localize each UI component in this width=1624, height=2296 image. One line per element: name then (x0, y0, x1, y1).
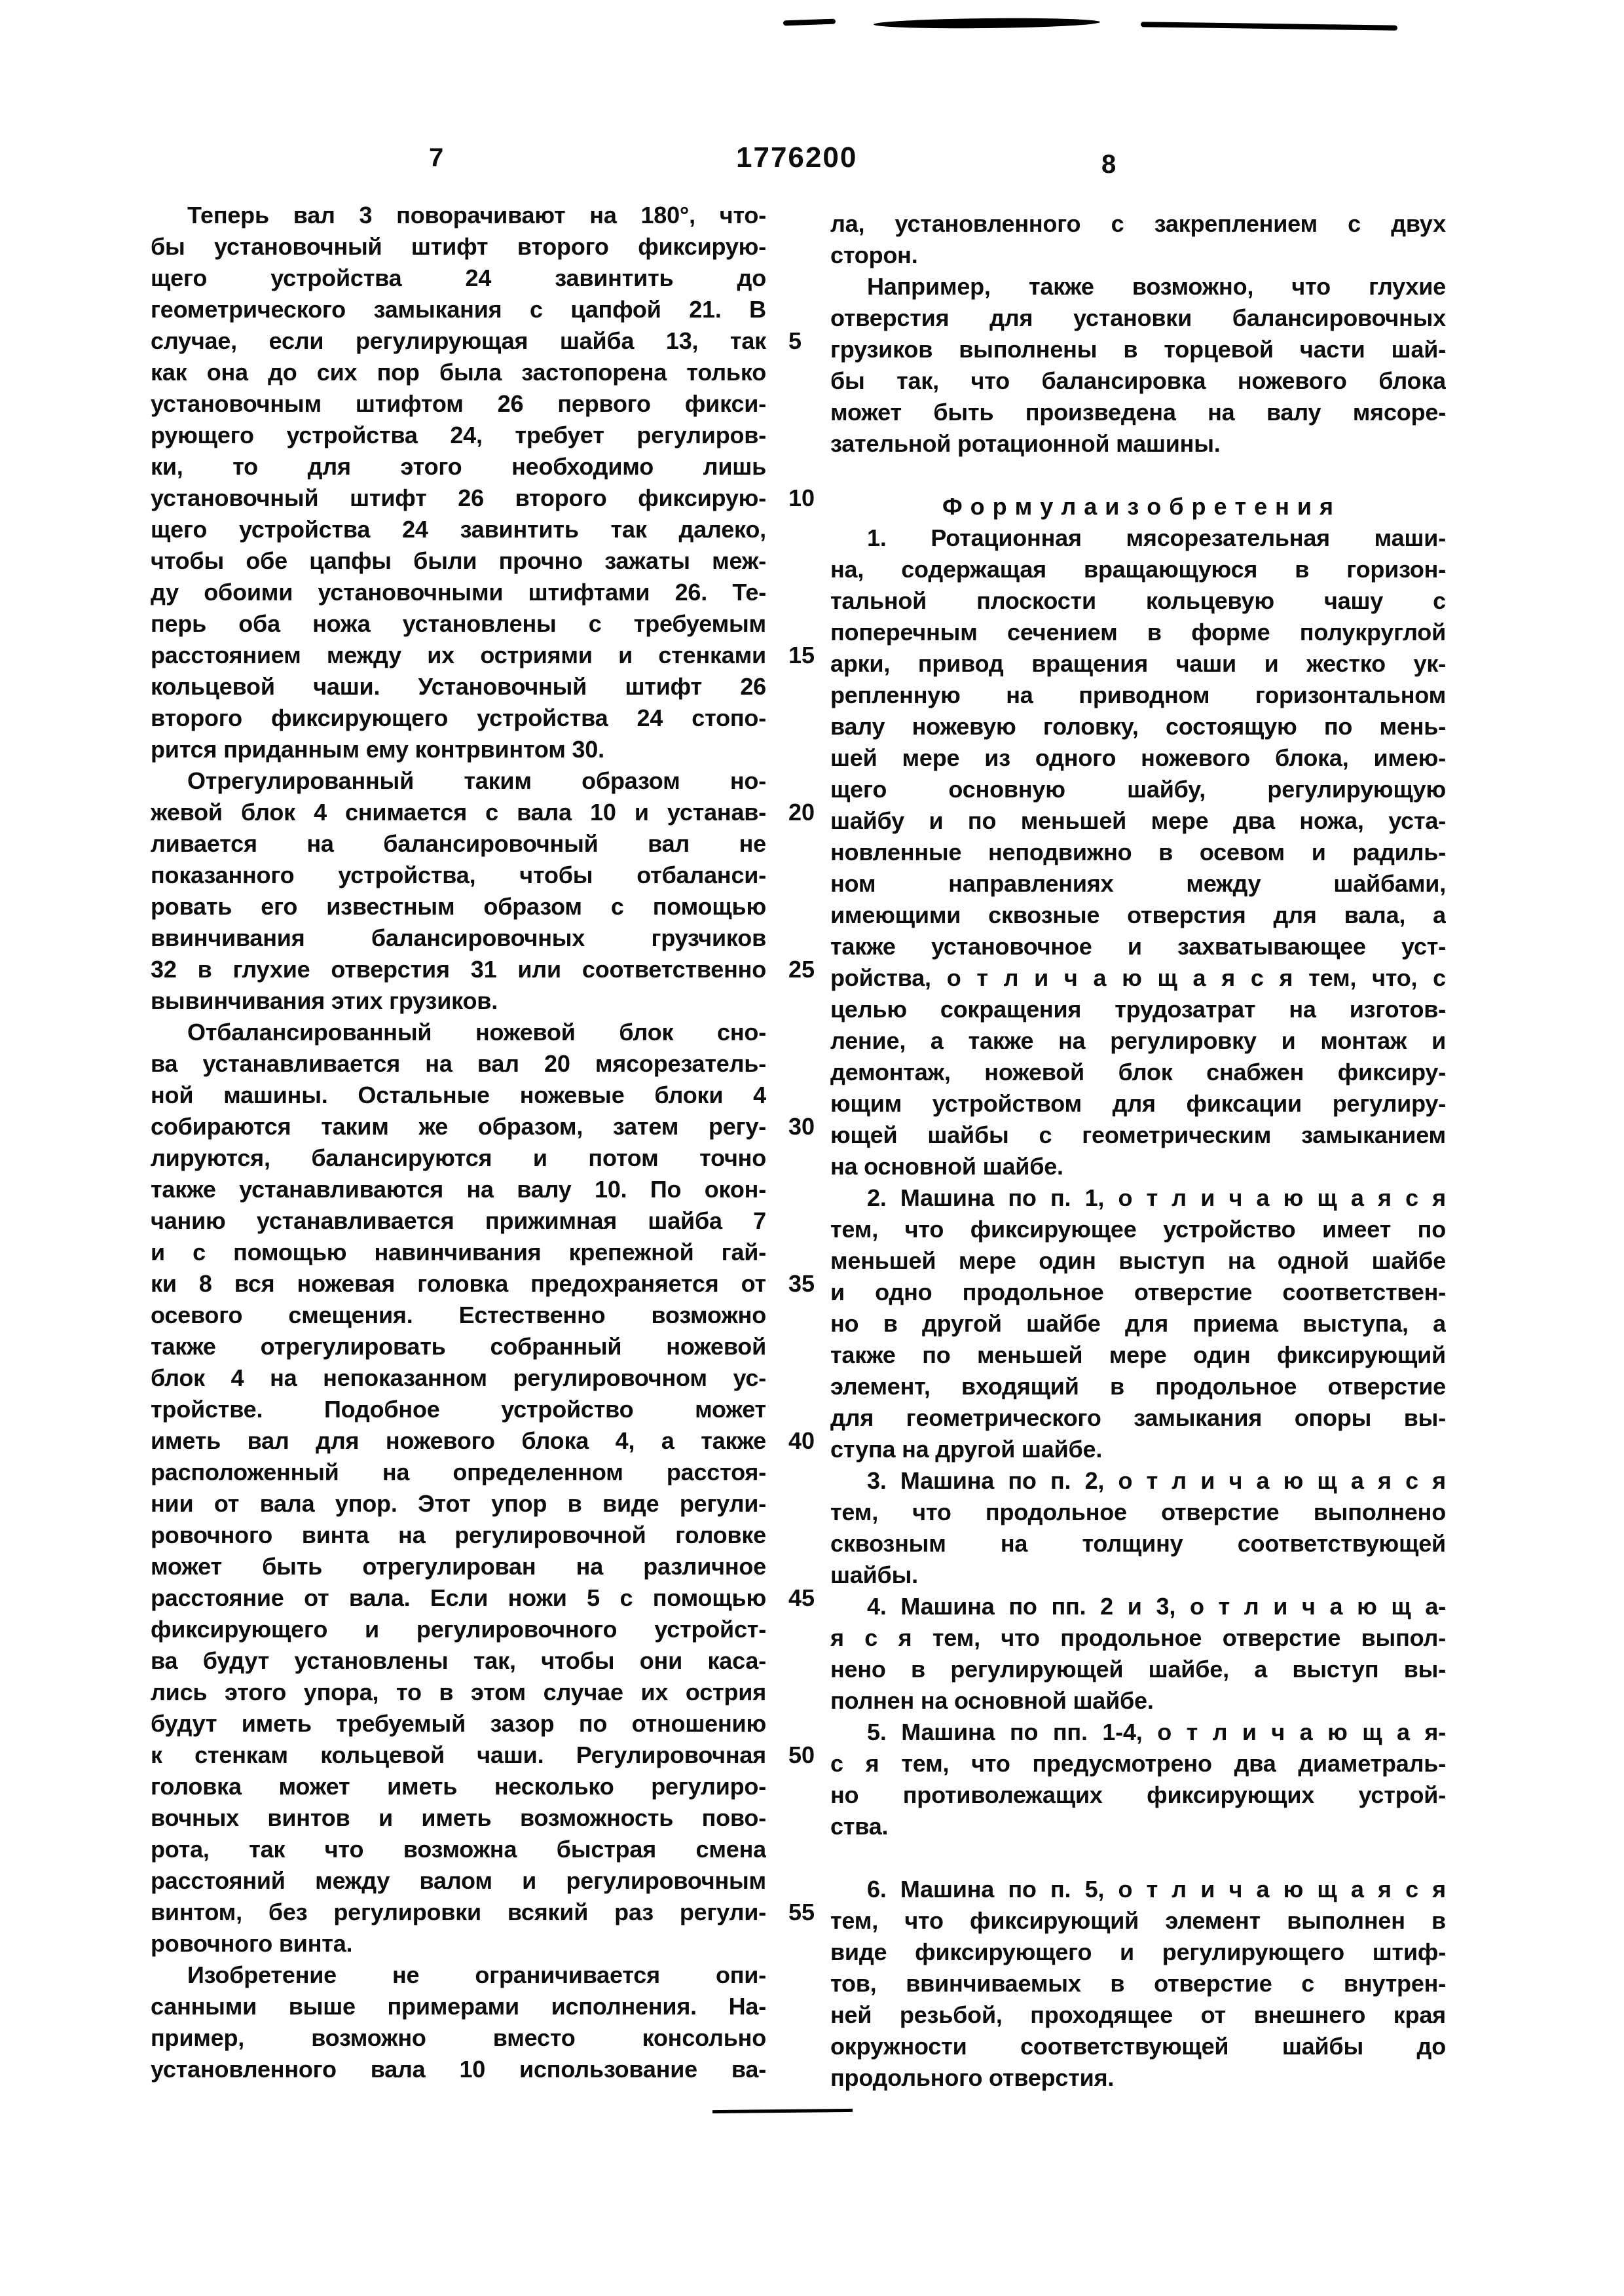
text-line: ной машины. Остальные ножевые блоки 4 (151, 1082, 766, 1108)
text-line: к стенкам кольцевой чаши. Регулировочная (151, 1741, 766, 1768)
gutter-line-number: 55 (788, 1899, 815, 1925)
text-line: расстояние от вала. Если ножи 5 с помощью (151, 1584, 766, 1611)
text-line: рота, так что возможна быстрая смена (151, 1836, 766, 1863)
gutter-line-number: 15 (788, 642, 815, 668)
text-line: и одно продольное отверстие соответствен- (830, 1279, 1446, 1305)
text-line: ва устанавливается на вал 20 мясорезатель- (151, 1050, 766, 1077)
text-line: второго фиксирующего устройства 24 стопо- (151, 704, 766, 731)
page-number-right: 8 (1101, 150, 1116, 179)
text-line: вочных винтов и иметь возможность пово- (151, 1804, 766, 1831)
text-line: жевой блок 4 снимается с вала 10 и устанав- (151, 799, 766, 826)
gutter-line-number: 30 (788, 1113, 815, 1140)
text-line: Отрегулированный таким образом но- (187, 767, 766, 794)
text-line: Ф о р м у л а и з о б р е т е н и я (942, 493, 1335, 520)
text-line: виде фиксирующего и регулирующего штиф- (830, 1939, 1446, 1965)
scan-artifact-streak (874, 17, 1100, 29)
text-line: тем, что фиксирующий элемент выполнен в (830, 1907, 1446, 1934)
text-line: шайбу и по меньшей мере два ножа, уста- (830, 807, 1446, 834)
text-line: пример, возможно вместо консольно (151, 2024, 766, 2051)
text-line: и с помощью навинчивания крепежной гай- (151, 1239, 766, 1266)
text-line: но противолежащих фиксирующих устрой- (830, 1781, 1446, 1808)
text-line: установленного вала 10 использование ва- (151, 2056, 766, 2083)
text-line: Теперь вал 3 поворачивают на 180°, что- (187, 202, 766, 228)
text-line: вывинчивания этих грузиков. (151, 987, 498, 1014)
text-line: геометрического замыкания с цапфой 21. В (151, 296, 766, 323)
text-line: Отбалансированный ножевой блок сно- (187, 1019, 766, 1046)
text-line: имеющими сквозные отверстия для вала, а (830, 902, 1446, 928)
gutter-line-number: 50 (788, 1741, 815, 1768)
text-line: арки, привод вращения чаши и жестко ук- (830, 650, 1446, 677)
text-line: полнен на основной шайбе. (830, 1687, 1154, 1714)
text-line: новленные неподвижно в осевом и радиль- (830, 839, 1446, 866)
text-line: случае, если регулирующая шайба 13, так (151, 327, 766, 354)
text-line: 2. Машина по п. 1, о т л и ч а ю щ а я с я (867, 1184, 1446, 1211)
gutter-line-number: 40 (788, 1427, 815, 1454)
text-line: также по меньшей мере один фиксирующий (830, 1341, 1446, 1368)
text-line: Например, также возможно, что глухие (867, 273, 1446, 300)
text-line: валу ножевую головку, состоящую по мень- (830, 713, 1446, 740)
text-line: установочный штифт 26 второго фиксирую- (151, 484, 766, 511)
text-line: винтом, без регулировки всякий раз регули- (151, 1899, 766, 1925)
text-line: поперечным сечением в форме полукруглой (830, 619, 1446, 646)
gutter-line-number: 25 (788, 956, 815, 983)
text-line: ла, установленного с закреплением с двух (830, 210, 1446, 237)
text-line: чанию устанавливается прижимная шайба 7 (151, 1207, 766, 1234)
text-line: с я тем, что предусмотрено два диаметраль- (830, 1750, 1446, 1777)
text-line: ровочного винта на регулировочной головке (151, 1522, 766, 1548)
text-line: нено в регулирующей шайбе, а выступ вы- (830, 1656, 1446, 1683)
text-line: ление, а также на регулировку и монтаж и (830, 1027, 1446, 1054)
text-line: 5. Машина по пп. 1-4, о т л и ч а ю щ а я- (867, 1719, 1446, 1745)
text-line: ном направлениях между шайбами, (830, 870, 1446, 897)
text-line: может быть произведена на валу мясоре- (830, 399, 1446, 426)
text-line: я с я тем, что продольное отверстие выпол- (830, 1624, 1446, 1651)
gutter-line-number: 35 (788, 1270, 815, 1297)
text-line: установочным штифтом 26 первого фикси- (151, 390, 766, 417)
text-line: ввинчивания балансировочных грузчиков (151, 924, 766, 951)
text-line: ройства, о т л и ч а ю щ а я с я тем, что, с (830, 964, 1446, 991)
text-line: расстоянием между их остриями и стенками (151, 642, 766, 668)
text-line: перь оба ножа установлены с требуемым (151, 610, 766, 637)
text-line: на, содержащая вращающуюся в горизон- (830, 556, 1446, 583)
text-line: показанного устройства, чтобы отбаланси- (151, 862, 766, 888)
text-line: сторон. (830, 242, 918, 268)
text-line: щего основную шайбу, регулирующую (830, 776, 1446, 803)
text-line: зательной ротационной машины. (830, 430, 1221, 457)
text-line: ки 8 вся ножевая головка предохраняется от (151, 1270, 766, 1297)
text-line: сквозным на толщину соответствующей (830, 1530, 1446, 1557)
text-line: тем, что продольное отверстие выполнено (830, 1499, 1446, 1525)
text-line (830, 460, 1446, 491)
text-line: меньшей мере один выступ на одной шайбе (830, 1247, 1446, 1274)
text-line: на основной шайбе. (830, 1153, 1063, 1180)
text-line: продольного отверстия. (830, 2064, 1115, 2091)
scan-artifact-streak (783, 19, 836, 26)
text-line: ровочного винта. (151, 1930, 353, 1957)
text-line: тройстве. Подобное устройство может (151, 1396, 766, 1423)
text-line: 1. Ротационная мясорезательная маши- (867, 524, 1446, 551)
text-line: для геометрического замыкания опоры вы- (830, 1404, 1446, 1431)
gutter-line-number: 10 (788, 484, 815, 511)
right-text-column (830, 208, 1446, 2094)
text-line: также устанавливаются на валу 10. По окон- (151, 1176, 766, 1203)
text-line: ней резьбой, проходящее от внешнего края (830, 2001, 1446, 2028)
patent-number: 1776200 (736, 141, 858, 173)
text-line: ства. (830, 1813, 889, 1840)
page-number-left: 7 (429, 143, 444, 172)
text-line: тальной плоскости кольцевую чашу с (830, 587, 1446, 614)
text-line: осевого смещения. Естественно возможно (151, 1302, 766, 1328)
text-line: нии от вала упор. Этот упор в виде регули- (151, 1490, 766, 1517)
gutter-line-number: 20 (788, 799, 815, 826)
text-line: иметь вал для ножевого блока 4, а также (151, 1427, 766, 1454)
text-line: фиксирующего и регулировочного устройст- (151, 1616, 766, 1643)
end-of-text-rule (712, 2109, 853, 2113)
text-line: может быть отрегулирован на различное (151, 1553, 766, 1580)
text-line: элемент, входящий в продольное отверстие (830, 1373, 1446, 1400)
text-line: ливается на балансировочный вал не (151, 830, 766, 857)
text-line (830, 1842, 1446, 1874)
text-line: щего устройства 24 завинтить до (151, 264, 766, 291)
text-line: Изобретение не ограничивается опи- (187, 1961, 766, 1988)
text-line: также установочное и захватывающее уст- (830, 933, 1446, 960)
text-line: окружности соответствующей шайбы до (830, 2033, 1446, 2060)
text-line: но в другой шайбе для приема выступа, а (830, 1310, 1446, 1337)
text-line: расстояний между валом и регулировочным (151, 1867, 766, 1894)
text-line: ки, то для этого необходимо лишь (151, 453, 766, 480)
text-line: тов, ввинчиваемых в отверстие с внутрен- (830, 1970, 1446, 1997)
text-line: чтобы обе цапфы были прочно зажаты меж- (151, 547, 766, 574)
text-line: щего устройства 24 завинтить так далеко, (151, 516, 766, 543)
text-line: 6. Машина по п. 5, о т л и ч а ю щ а я с я (867, 1876, 1446, 1903)
text-line: шей мере из одного ножевого блока, имею- (830, 744, 1446, 771)
text-line: 4. Машина по пп. 2 и 3, о т л и ч а ю щ а- (867, 1593, 1446, 1620)
gutter-line-numbers (788, 200, 834, 2085)
text-line: тем, что фиксирующее устройство имеет по (830, 1216, 1446, 1243)
text-line: ва будут установлены так, чтобы они каса- (151, 1647, 766, 1674)
text-line: ровать его известным образом с помощью (151, 893, 766, 920)
text-line: лись этого упора, то в этом случае их острия (151, 1679, 766, 1705)
text-line: 3. Машина по п. 2, о т л и ч а ю щ а я с я (867, 1467, 1446, 1494)
text-line: будут иметь требуемый зазор по отношению (151, 1710, 766, 1737)
text-line: ду обоими установочными штифтами 26. Те- (151, 579, 766, 606)
text-line: также отрегулировать собранный ножевой (151, 1333, 766, 1360)
text-line: шайбы. (830, 1561, 918, 1588)
text-line: собираются таким же образом, затем регу- (151, 1113, 766, 1140)
text-line: рится приданным ему контрвинтом 30. (151, 736, 604, 763)
gutter-line-number: 5 (788, 327, 802, 354)
text-line: репленную на приводном горизонтальном (830, 682, 1446, 708)
scan-artifact-streak (1141, 22, 1397, 30)
text-line: демонтаж, ножевой блок снабжен фиксиру- (830, 1059, 1446, 1085)
text-line: кольцевой чаши. Установочный штифт 26 (151, 673, 766, 700)
text-line: ступа на другой шайбе. (830, 1436, 1103, 1463)
text-line: лируются, балансируются и потом точно (151, 1144, 766, 1171)
text-line: отверстия для установки балансировочных (830, 304, 1446, 331)
text-line: грузиков выполнены в торцевой части шай- (830, 336, 1446, 363)
text-line: целью сокращения трудозатрат на изготов- (830, 996, 1446, 1023)
text-line: блок 4 на непоказанном регулировочном ус- (151, 1364, 766, 1391)
text-line: санными выше примерами исполнения. На- (151, 1993, 766, 2020)
text-line: головка может иметь несколько регулиро- (151, 1773, 766, 1800)
left-text-column (151, 200, 766, 2085)
text-line: расположенный на определенном расстоя- (151, 1459, 766, 1485)
text-line: рующего устройства 24, требует регулиров- (151, 422, 766, 448)
text-line: бы установочный штифт второго фиксирую- (151, 233, 766, 260)
text-line: как она до сих пор была застопорена только (151, 359, 766, 386)
text-line: ющей шайбы с геометрическим замыканием (830, 1121, 1446, 1148)
text-line: 32 в глухие отверстия 31 или соответственно (151, 956, 766, 983)
text-line: бы так, что балансировка ножевого блока (830, 367, 1446, 394)
text-line: ющим устройством для фиксации регулиру- (830, 1090, 1446, 1117)
gutter-line-number: 45 (788, 1584, 815, 1611)
